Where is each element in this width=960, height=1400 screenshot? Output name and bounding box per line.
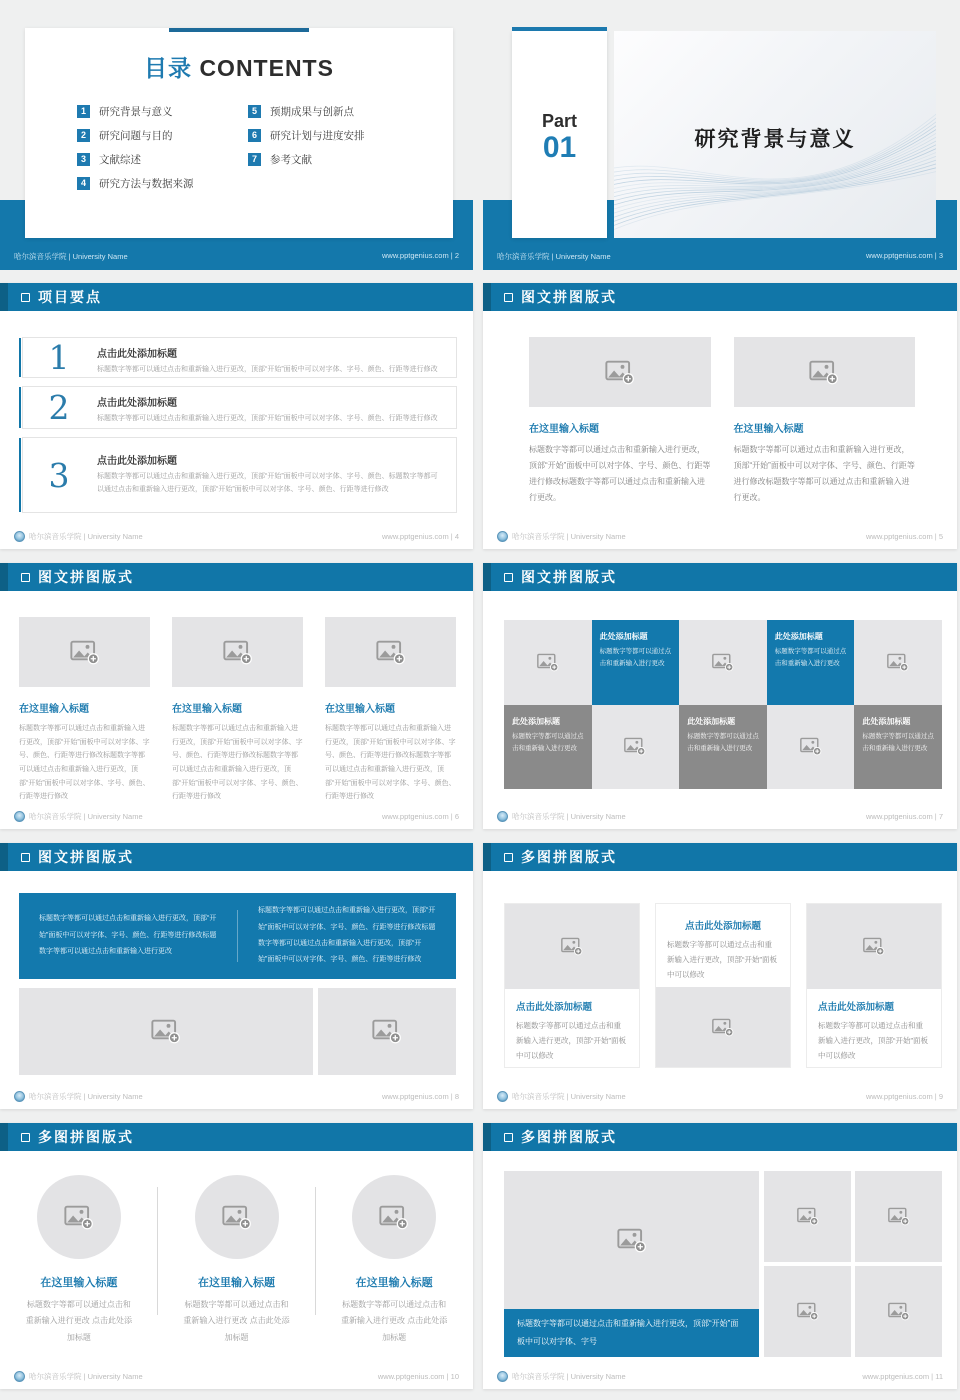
mini-image-grid <box>764 1171 942 1357</box>
footer-url-page: www.pptgenius.com | 10 <box>377 1372 459 1381</box>
image-add-icon <box>712 653 734 672</box>
blue-text-banner <box>19 893 456 979</box>
slide-header-title: 多图拼图版式 <box>521 849 617 865</box>
circle-column <box>0 1175 158 1346</box>
image-add-icon <box>222 1205 252 1230</box>
image-add-icon <box>624 737 646 756</box>
image-add-icon <box>797 1207 819 1226</box>
image-add-icon <box>888 1302 910 1321</box>
tile-text: 标题数字等都可以通过点击和重新输入进行更改 <box>599 648 672 668</box>
footer-university: 哈尔滨音乐学院 | University Name <box>29 812 143 821</box>
footer-university: 哈尔滨音乐学院 | University Name <box>29 1372 143 1381</box>
text-tile-blue <box>592 620 680 705</box>
slide-6-image-text-3col[interactable] <box>0 563 473 829</box>
slide-2-toc[interactable] <box>0 0 473 270</box>
image-placeholder <box>656 987 790 1067</box>
column-title: 在这里输入标题 <box>19 704 89 715</box>
key-point-number: 2 <box>48 388 70 427</box>
card-title: 点击此处添加标题 <box>818 1002 895 1013</box>
toc-item <box>77 176 194 190</box>
text-tile-gray <box>679 705 767 790</box>
image-card <box>806 903 942 1068</box>
slide-header-bar <box>0 1123 473 1151</box>
column-title: 在这里输入标题 <box>529 424 599 435</box>
image-placeholder <box>767 705 855 790</box>
image-add-icon <box>379 1205 409 1230</box>
footer-university: 哈尔滨音乐学院 | University Name <box>14 252 128 261</box>
image-add-icon <box>151 1019 181 1044</box>
footer-university: 哈尔滨音乐学院 | University Name <box>497 252 611 261</box>
image-placeholder <box>529 337 711 407</box>
slide-header-title: 图文拼图版式 <box>38 849 134 865</box>
card-text: 标题数字等都可以通过点击和重新输入进行更改，顶部“开始”面板中可以修改 <box>667 940 777 979</box>
image-add-icon <box>888 1207 910 1226</box>
square-bullet-icon <box>504 853 513 862</box>
key-point-row <box>22 437 457 513</box>
toc-number-badge: 7 <box>248 153 261 166</box>
blue-caption-bar: 标题数字等都可以通过点击和重新输入进行更改，顶部“开始”面板中可以对字体、字号 <box>504 1309 759 1357</box>
image-add-icon <box>537 653 559 672</box>
card-text: 标题数字等都可以通过点击和重新输入进行更改，顶部“开始”面板中可以修改 <box>818 1021 928 1060</box>
image-text-column <box>529 337 711 506</box>
image-add-icon <box>617 1228 647 1253</box>
circle-title: 在这里输入标题 <box>40 1277 118 1289</box>
toc-accent-line <box>169 28 309 32</box>
key-point-title: 点击此处添加标题 <box>97 456 177 467</box>
toc-item-label: 研究方法与数据来源 <box>99 177 194 190</box>
slide-10-circle-images[interactable] <box>0 1123 473 1389</box>
key-point-number: 3 <box>48 455 70 495</box>
slide-4-key-points[interactable] <box>0 283 473 549</box>
key-point-row <box>22 337 457 378</box>
university-logo-icon <box>14 531 25 542</box>
slide-header-title: 多图拼图版式 <box>521 1129 617 1145</box>
image-add-icon <box>800 737 822 756</box>
toc-title <box>25 50 453 83</box>
column-text: 标题数字等都可以通过点击和重新输入进行更改，顶部“开始”面板中可以对字体、字号、颜色、行距等进行修改标题数字等都可以通过点击和重新输入进行更改。 <box>529 445 711 502</box>
square-bullet-icon <box>21 853 30 862</box>
toc-item-label: 研究计划与进度安排 <box>270 129 365 142</box>
circle-text: 标题数字等都可以通过点击和重新输入进行更改 点击此处添加标题 <box>341 1300 448 1342</box>
square-bullet-icon <box>21 293 30 302</box>
column-title: 在这里输入标题 <box>733 424 804 435</box>
key-point-row <box>22 386 457 429</box>
key-point-text: 标题数字等都可以通过点击和重新输入进行更改，顶部“开始”面板中可以对字体、字号、颜色、行距等进行修改 <box>97 366 438 373</box>
part-number: 01 <box>542 131 577 164</box>
toc-item-label: 参考文献 <box>270 153 312 166</box>
slide-header-bar <box>0 843 473 871</box>
text-tile-blue <box>767 620 855 705</box>
image-text-column <box>325 617 456 804</box>
toc-item <box>77 152 194 166</box>
toc-item <box>248 128 365 142</box>
column-text: 标题数字等都可以通过点击和重新输入进行更改，顶部“开始”面板中可以对字体、字号、颜色、行距等进行修改标题数字等都可以通过点击和重新输入进行更改。 <box>733 445 915 502</box>
wave-decoration <box>614 94 936 238</box>
image-text-column <box>172 617 303 804</box>
image-card <box>655 903 791 1068</box>
university-logo-icon <box>497 1371 508 1382</box>
footer-university: 哈尔滨音乐学院 | University Name <box>512 1092 626 1101</box>
image-add-icon <box>797 1302 819 1321</box>
tile-text: 标题数字等都可以通过点击和重新输入进行更改 <box>862 732 934 752</box>
slide-header-bar <box>0 563 473 591</box>
toc-number-badge: 3 <box>77 153 90 166</box>
slide-9-multi-image-cards[interactable] <box>483 843 957 1109</box>
image-add-icon <box>561 937 583 956</box>
university-logo-icon <box>497 531 508 542</box>
toc-item-label: 预期成果与创新点 <box>270 105 354 118</box>
text-tile-gray <box>504 705 592 790</box>
tile-text: 标题数字等都可以通过点击和重新输入进行更改 <box>512 732 584 752</box>
slide-8-banner-images[interactable] <box>0 843 473 1109</box>
footer-url-page: www.pptgenius.com | 11 <box>862 1372 943 1381</box>
image-placeholder <box>764 1266 851 1357</box>
image-placeholder <box>352 1175 436 1259</box>
image-placeholder <box>764 1171 851 1262</box>
footer-url-page: www.pptgenius.com | 3 <box>866 251 943 260</box>
toc-item-label: 文献综述 <box>99 153 141 166</box>
banner-text-left: 标题数字等都可以通过点击和重新输入进行更改，顶部“开始”面板中可以对字体、字号、颜色、行距等进行修改标题数字等都可以通过点击和重新输入进行更改 <box>39 915 217 956</box>
footer-url-page: www.pptgenius.com | 7 <box>866 812 943 821</box>
slide-header-bar <box>483 843 957 871</box>
footer-url-page: www.pptgenius.com | 6 <box>382 812 459 821</box>
image-placeholder <box>172 617 303 687</box>
footer-url-page: www.pptgenius.com | 2 <box>382 251 459 260</box>
tile-title: 此处添加标题 <box>774 632 823 641</box>
section-title-panel <box>614 31 936 238</box>
toc-item-label: 研究问题与目的 <box>99 129 173 142</box>
checkerboard-grid <box>504 620 942 789</box>
slide-3-section-cover[interactable] <box>483 0 957 270</box>
tile-title: 此处添加标题 <box>687 716 736 726</box>
image-placeholder <box>37 1175 121 1259</box>
key-point-number: 1 <box>48 338 70 377</box>
card-text: 标题数字等都可以通过点击和重新输入进行更改，顶部“开始”面板中可以修改 <box>516 1021 626 1060</box>
image-placeholder <box>854 620 942 705</box>
university-logo-icon <box>14 1091 25 1102</box>
toc-number-badge: 4 <box>77 177 90 190</box>
image-add-icon <box>64 1205 94 1230</box>
square-bullet-icon <box>504 293 513 302</box>
toc-title-en: CONTENTS <box>199 55 334 81</box>
university-logo-icon <box>497 1091 508 1102</box>
toc-card <box>25 28 453 238</box>
slide-header-bar <box>483 283 957 311</box>
image-card <box>504 903 640 1068</box>
image-text-column <box>734 337 916 506</box>
key-point-title: 点击此处添加标题 <box>97 349 177 360</box>
footer-url-page: www.pptgenius.com | 8 <box>382 1092 459 1101</box>
text-tile-gray <box>854 705 942 790</box>
slide-header-bar <box>483 1123 957 1151</box>
image-add-icon <box>809 360 839 385</box>
tile-title: 此处添加标题 <box>862 716 911 726</box>
square-bullet-icon <box>21 573 30 582</box>
column-text: 标题数字等都可以通过点击和重新输入进行更改，顶部“开始”面板中可以对字体、字号、颜色、行距等进行修改标题数字等都可以通过点击和重新输入进行更改，顶部“开始”面板中可以对字体、字号、颜色、行距等进行修改 <box>172 725 303 801</box>
square-bullet-icon <box>504 1133 513 1142</box>
image-placeholder <box>504 1171 759 1309</box>
column-title: 在这里输入标题 <box>325 704 395 715</box>
square-bullet-icon <box>21 1133 30 1142</box>
footer-url-page: www.pptgenius.com | 9 <box>866 1092 943 1101</box>
image-placeholder <box>592 705 680 790</box>
university-logo-icon <box>14 811 25 822</box>
toc-number-badge: 2 <box>77 129 90 142</box>
image-add-icon <box>223 640 253 665</box>
square-bullet-icon <box>504 573 513 582</box>
key-point-text: 标题数字等都可以通过点击和重新输入进行更改，顶部“开始”面板中可以对字体、字号、颜色、行距等进行修改 <box>97 415 438 422</box>
image-add-icon <box>376 640 406 665</box>
toc-number-badge: 6 <box>248 129 261 142</box>
toc-column-left <box>77 104 194 200</box>
slide-header-bar <box>0 283 473 311</box>
part-accent-line <box>512 27 607 31</box>
circle-title: 在这里输入标题 <box>198 1277 275 1289</box>
toc-title-zh: 目录 <box>144 55 193 81</box>
footer-university: 哈尔滨音乐学院 | University Name <box>512 532 626 541</box>
tile-title: 此处添加标题 <box>512 716 560 726</box>
toc-number-badge: 1 <box>77 105 90 118</box>
tile-text: 标题数字等都可以通过点击和重新输入进行更改 <box>687 732 759 752</box>
image-placeholder <box>504 620 592 705</box>
slide-header-title: 多图拼图版式 <box>38 1129 134 1145</box>
key-point-title: 点击此处添加标题 <box>97 398 177 409</box>
slide-header-title: 图文拼图版式 <box>521 569 617 585</box>
footer-url-page: www.pptgenius.com | 5 <box>866 532 943 541</box>
image-text-column <box>19 617 150 804</box>
slide-header-bar <box>483 563 957 591</box>
slide-5-image-text-2col[interactable] <box>483 283 957 549</box>
footer-url-page: www.pptgenius.com | 4 <box>382 532 459 541</box>
circle-text: 标题数字等都可以通过点击和重新输入进行更改 点击此处添加标题 <box>25 1300 132 1342</box>
toc-item <box>77 128 194 142</box>
image-placeholder <box>734 337 916 407</box>
circle-column <box>315 1175 473 1346</box>
image-add-icon <box>372 1019 402 1044</box>
toc-item <box>77 104 194 118</box>
image-placeholder <box>855 1171 942 1262</box>
circle-text: 标题数字等都可以通过点击和重新输入进行更改 点击此处添加标题 <box>183 1300 290 1342</box>
slide-7-checkerboard[interactable] <box>483 563 957 829</box>
slide-header-title: 图文拼图版式 <box>38 569 134 585</box>
banner-text-right: 标题数字等都可以通过点击和重新输入进行更改，顶部“开始”面板中可以对字体、字号、颜色、行距等进行修改标题数字等都可以通过点击和重新输入进行更改，顶部“开始”面板中可以对字体、字号、颜色、行距等进行修改 <box>258 907 436 964</box>
image-placeholder <box>679 620 767 705</box>
university-logo-icon <box>497 811 508 822</box>
section-title: 研究背景与意义 <box>694 128 856 151</box>
card-title: 点击此处添加标题 <box>516 1002 593 1013</box>
image-placeholder <box>19 617 150 687</box>
image-add-icon <box>887 653 909 672</box>
image-placeholder <box>505 904 639 989</box>
footer-university: 哈尔滨音乐学院 | University Name <box>512 1372 626 1381</box>
key-point-text: 标题数字等都可以通过点击和重新输入进行更改，顶部“开始”面板中可以对字体、字号、颜色、标题数字等都可以通过点击和重新输入进行更改，顶部“开始”面板中可以对字体、字号、颜色、行距等进行修改 <box>97 473 438 493</box>
tile-title: 此处添加标题 <box>599 632 648 641</box>
image-add-icon <box>70 640 100 665</box>
column-text: 标题数字等都可以通过点击和重新输入进行更改，顶部“开始”面板中可以对字体、字号、颜色、行距等进行修改标题数字等都可以通过点击和重新输入进行更改，顶部“开始”面板中可以对字体、字号、颜色、行距等进行修改 <box>325 725 456 801</box>
footer-university: 哈尔滨音乐学院 | University Name <box>512 812 626 821</box>
tile-text: 标题数字等都可以通过点击和重新输入进行更改 <box>774 648 847 668</box>
image-placeholder <box>318 988 456 1075</box>
card-title: 点击此处添加标题 <box>684 921 761 932</box>
image-placeholder <box>195 1175 279 1259</box>
image-placeholder <box>325 617 456 687</box>
column-title: 在这里输入标题 <box>172 704 242 715</box>
toc-item-label: 研究背景与意义 <box>99 105 173 118</box>
image-add-icon <box>712 1018 734 1037</box>
image-placeholder <box>19 988 313 1075</box>
column-text: 标题数字等都可以通过点击和重新输入进行更改，顶部“开始”面板中可以对字体、字号、颜色、行距等进行修改标题数字等都可以通过点击和重新输入进行更改，顶部“开始”面板中可以对字体、字号、颜色、行距等进行修改 <box>19 725 150 801</box>
toc-number-badge: 5 <box>248 105 261 118</box>
slide-header-title: 项目要点 <box>38 289 102 305</box>
university-logo-icon <box>14 1371 25 1382</box>
part-number-card <box>512 31 607 238</box>
toc-item <box>248 104 365 118</box>
part-label: Part <box>541 111 577 131</box>
circle-title: 在这里输入标题 <box>355 1277 433 1289</box>
footer-university: 哈尔滨音乐学院 | University Name <box>29 1092 143 1101</box>
image-add-icon <box>605 360 635 385</box>
image-placeholder <box>807 904 941 989</box>
image-add-icon <box>863 937 885 956</box>
image-placeholder <box>855 1266 942 1357</box>
slide-header-title: 图文拼图版式 <box>521 289 617 305</box>
toc-item <box>248 152 365 166</box>
slide-11-big-image-grid[interactable] <box>483 1123 957 1389</box>
toc-column-right <box>248 104 365 176</box>
circle-column <box>158 1175 316 1346</box>
footer-university: 哈尔滨音乐学院 | University Name <box>29 532 143 541</box>
